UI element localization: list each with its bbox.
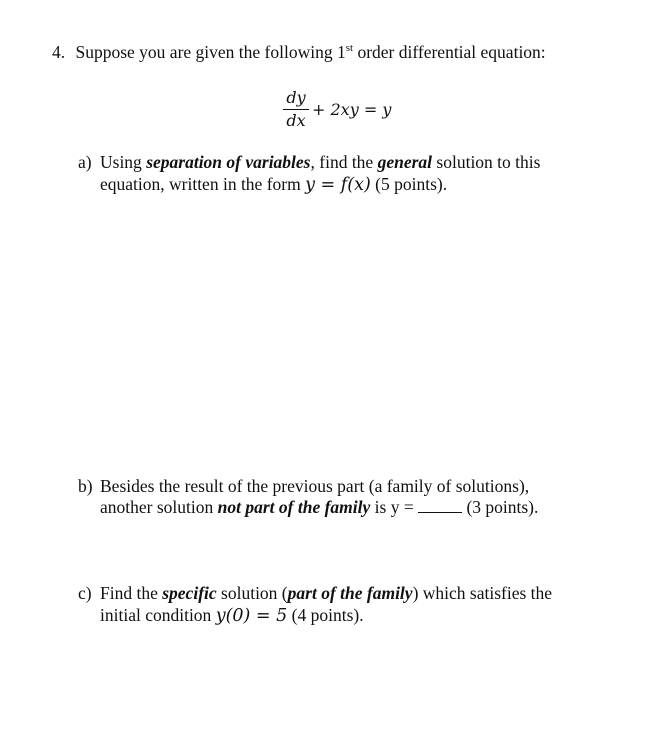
part-b-line2: another solution not part of the family is y = (3 points). <box>100 497 539 517</box>
fraction-denominator: dx <box>286 111 306 130</box>
question-stem <box>52 42 546 63</box>
answer-blank[interactable] <box>418 498 462 513</box>
part-b-label: b) <box>78 476 93 496</box>
emphasis-general: general <box>377 152 433 172</box>
initial-condition: y(0) = 5 <box>215 606 288 626</box>
part-c-line1: Find the specific solution (part of the family) which satisfies the <box>100 583 553 603</box>
question-number: 4. <box>52 42 66 62</box>
part-a-label: a) <box>78 152 92 172</box>
part-a-line2: equation, written in the form y = f(x) (5 points). <box>100 174 448 195</box>
part-a-line1: Using separation of variables, find the general solution to this <box>100 152 541 172</box>
emphasis-separation: separation of variables <box>146 152 311 172</box>
part-b-line1: Besides the result of the previous part (a family of solutions), <box>100 476 530 496</box>
emphasis-part-of-family: part of the family <box>287 583 413 603</box>
question-text: Suppose you are given the following 1st order differential equation: <box>75 42 546 62</box>
fraction-bar <box>283 109 309 110</box>
emphasis-specific: specific <box>162 583 217 603</box>
fraction-numerator: dy <box>286 88 306 107</box>
emphasis-not-part: not part of the family <box>217 497 371 517</box>
form-expression: y = f(x) <box>305 175 371 195</box>
part-c-line2: initial condition y(0) = 5 (4 points). <box>100 605 364 626</box>
ordinal-suffix: st <box>345 42 354 54</box>
equation-rest: + 2xy = y <box>312 100 392 119</box>
equation-fraction <box>283 88 309 131</box>
part-c-label: c) <box>78 583 92 603</box>
